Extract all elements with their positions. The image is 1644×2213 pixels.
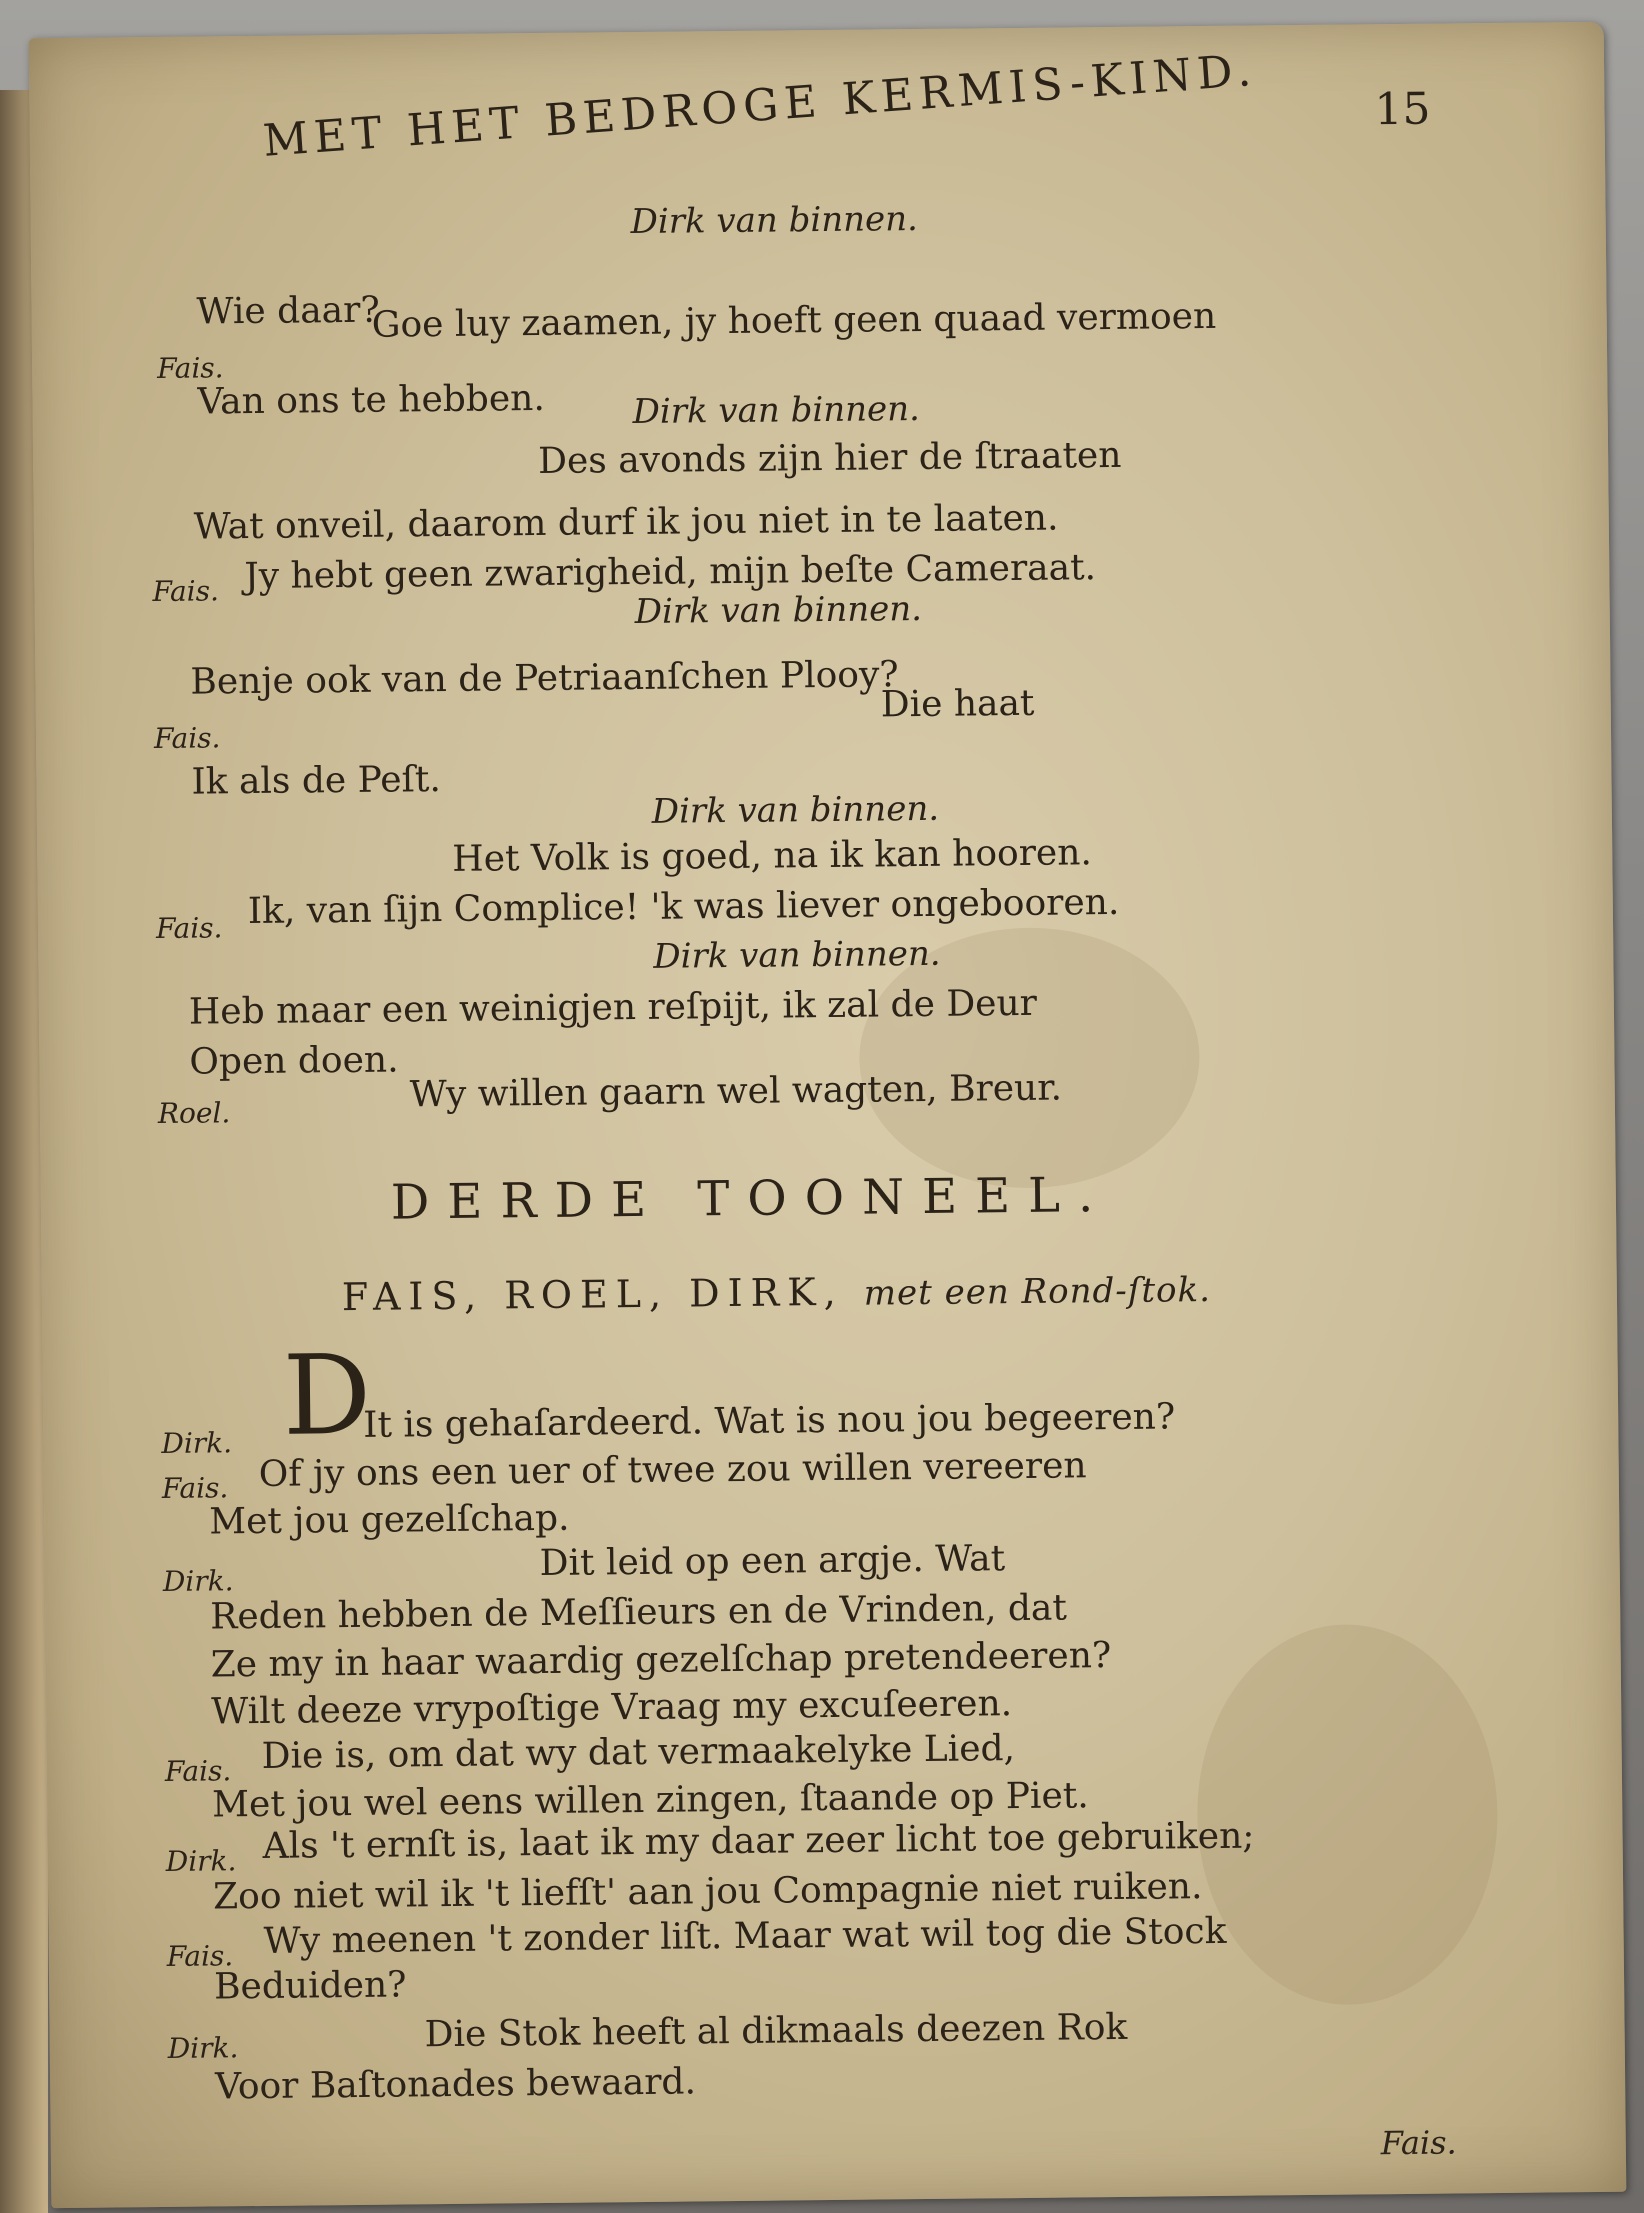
verse-line: Ze my in haar waardig gezelſchap pretendeeren?	[210, 1635, 1112, 1686]
stage-direction: Dirk van binnen.	[653, 933, 941, 977]
speaker-name: Dirk.	[167, 2031, 239, 2065]
verse-line: Beduiden?	[213, 1964, 407, 2008]
stage-direction: Dirk van binnen.	[630, 199, 919, 243]
speaker-name: Fais.	[156, 351, 224, 385]
verse-line: Dit leid op een argje. Wat	[539, 1538, 1006, 1585]
speaker-name: Fais.	[155, 911, 223, 946]
stage-direction: Dirk van binnen.	[651, 788, 940, 832]
verse-line: Goe luy zaamen, jy hoeft geen quaad vermoen	[371, 295, 1217, 346]
verse-line: Als 't ernſt is, laat ik my daar zeer licht toe gebruiken;	[262, 1815, 1255, 1867]
verse-line: Benje ook van de Petriaanſchen Plooy?	[190, 654, 899, 703]
verse-line: Jy hebt geen zwarigheid, mijn beſte Cameraat.	[244, 547, 1097, 598]
verse-line: Die haat	[880, 682, 1035, 726]
verse-line: Wilt deeze vrypoſtige Vraag my excuſeeren.	[211, 1683, 1013, 1733]
speaker-name: Fais.	[152, 574, 220, 609]
verse-line: Ik als de Peſt.	[191, 759, 441, 803]
paper-stain	[1195, 1623, 1499, 2006]
stage-direction: Dirk van binnen.	[632, 388, 921, 433]
drop-cap: D	[282, 1330, 372, 1460]
verse-line: Open doen.	[189, 1039, 399, 1083]
running-title: MET HET BEDROGE KERMIS-KIND.	[261, 44, 1259, 167]
verse-line: Wy willen gaarn wel wagten, Breur.	[409, 1067, 1063, 1116]
speaker-name: Fais.	[164, 1754, 232, 1788]
speaker-name: Dirk.	[161, 1426, 233, 1460]
cast-names: FAIS, ROEL, DIRK,	[341, 1269, 844, 1320]
verse-line: Ik, van ſijn Complice! 'k was liever ongebooren.	[247, 881, 1120, 933]
catchword: Fais.	[1380, 2123, 1457, 2163]
verse-line: Die Stok heeft al dikmaals deezen Rok	[424, 2006, 1128, 2056]
speaker-name: Dirk.	[165, 1844, 237, 1878]
verse-line: Met jou gezelſchap.	[209, 1497, 570, 1543]
verse-line: Des avonds zijn hier de ſtraaten	[537, 434, 1122, 482]
verse-line: Reden hebben de Meſſieurs en de Vrinden, dat	[210, 1587, 1068, 1638]
verse-line: Heb maar een weinigjen reſpijt, ik zal de Deur	[188, 982, 1038, 1033]
verse-line: Met jou wel eens willen zingen, ſtaande op Piet.	[211, 1775, 1089, 1826]
verse-line: Die is, om dat wy dat vermaakelyke Lied,	[261, 1728, 1016, 1777]
page-number: 15	[1374, 83, 1431, 136]
verse-line: Voor Baſtonades bewaard.	[214, 2061, 697, 2108]
book-page	[29, 22, 1627, 2208]
scene-title: DERDE TOONEEL.	[390, 1167, 1112, 1231]
speaker-name: Dirk.	[162, 1564, 234, 1598]
scene-cast	[342, 1266, 1211, 1319]
verse-line: Wy meenen 't zonder liſt. Maar wat wil tog die Stock	[263, 1910, 1227, 1962]
verse-line: Van ons te hebben.	[197, 377, 545, 423]
verse-line: Wie daar?	[196, 289, 380, 333]
speaker-name: Fais.	[166, 1939, 234, 1973]
cast-note: met een Rond-ſtok.	[863, 1269, 1212, 1314]
speaker-name: Fais.	[153, 721, 221, 756]
stage-direction: Dirk van binnen.	[634, 588, 923, 632]
speaker-name: Roel.	[157, 1096, 231, 1131]
verse-line: Of jy ons een uer of twee zou willen vereeren	[258, 1445, 1087, 1495]
verse-line: Het Volk is goed, na ik kan hooren.	[452, 832, 1093, 880]
speaker-name: Fais.	[161, 1471, 229, 1505]
verse-line: Zoo niet wil ik 't liefſt' aan jou Compagnie niet ruiken.	[212, 1866, 1203, 1918]
verse-line: It is gehaſardeerd. Wat is nou jou begeeren?	[363, 1396, 1176, 1446]
verse-line: Wat onveil, daarom durf ik jou niet in te laaten.	[193, 497, 1059, 548]
